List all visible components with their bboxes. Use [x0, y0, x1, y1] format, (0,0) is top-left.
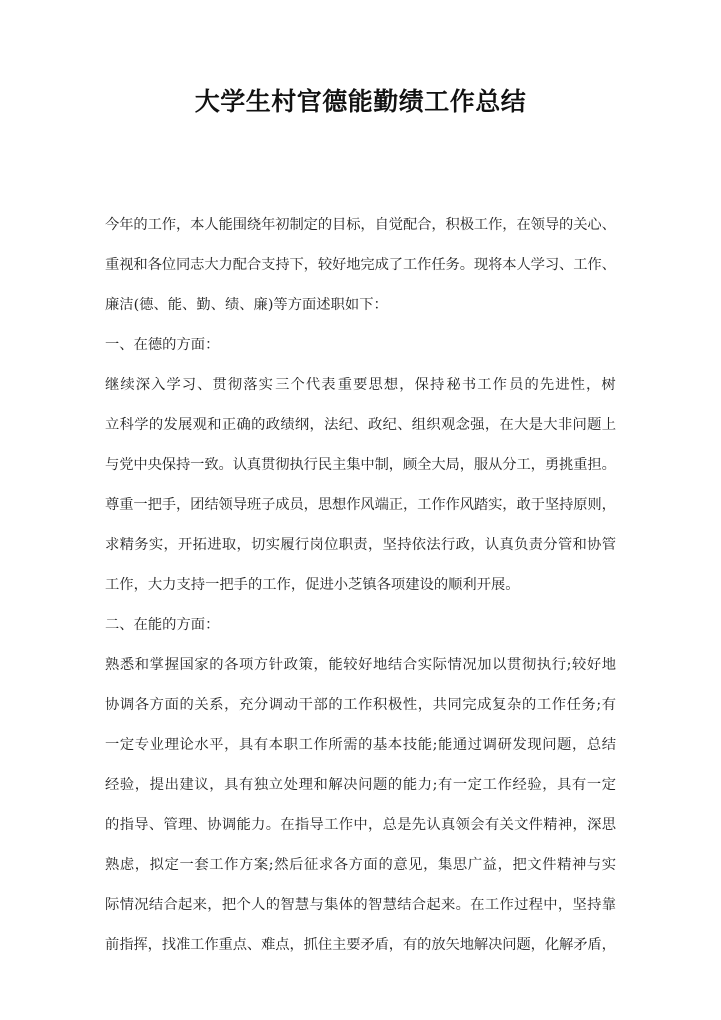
document-body — [105, 205, 616, 965]
document-line: 一 定 专 业 理 论 水 平 ， 具 有 本 职 工 作 所 需 的 基 本 技 能 ; 能 通 过 调 研 发 现 问 题 ， 总 结 — [105, 737, 616, 753]
document-line: 熟 悉 和 掌 握 国 家 的 各 项 方 针 政 策 ， 能 较 好 地 结 合 实 际 情 况 加 以 贯 彻 执 行 ; 较 好 地 — [105, 657, 616, 673]
document-line: 与 党 中 央 保 持 一 致 。 认 真 贯 彻 执 行 民 主 集 中 制 ， 顾 全 大 局 ， 服 从 分 工 ， 勇 挑 重 担 。 — [105, 457, 616, 473]
document-line: 熟 虑 ， 拟 定 一 套 工 作 方 案 ; 然 后 征 求 各 方 面 的 意 见 ， 集 思 广 益 ， 把 文 件 精 神 与 实 — [105, 857, 616, 873]
document-line: 立 科 学 的 发 展 观 和 正 确 的 政 绩 纲 ， 法 纪 、 政 纪 、 组 织 观 念 强 ， 在 大 是 大 非 问 题 上 — [105, 417, 616, 433]
document-line: 一、在德的方面： — [105, 337, 220, 353]
document-line: 的 指 导 、 管 理 、 协 调 能 力 。 在 指 导 工 作 中 ， 总 是 先 认 真 领 会 有 关 文 件 精 神 ， 深 思 — [105, 817, 616, 833]
document-line: 求 精 务 实 ， 开 拓 进 取 ， 切 实 履 行 岗 位 职 责 ， 坚 持 依 法 行 政 ， 认 真 负 责 分 管 和 协 管 — [105, 537, 616, 553]
document-line: 尊 重 一 把 手 ， 团 结 领 导 班 子 成 员 ， 思 想 作 风 端 正 ， 工 作 作 风 踏 实 ， 敢 于 坚 持 原 则 ， — [105, 497, 616, 513]
document-line: 今 年 的 工 作 ， 本 人 能 围 绕 年 初 制 定 的 目 标 ， 自 觉 配 合 ， 积 极 工 作 ， 在 领 导 的 关 心 、 — [105, 217, 616, 233]
document-line: 际 情 况 结 合 起 来 ， 把 个 人 的 智 慧 与 集 体 的 智 慧 结 合 起 来 。 在 工 作 过 程 中 ， 坚 持 靠 — [105, 897, 616, 913]
document-line: 二、在能的方面： — [105, 617, 220, 633]
document-line: 协 调 各 方 面 的 关 系 ， 充 分 调 动 干 部 的 工 作 积 极 性 ， 共 同 完 成 复 杂 的 工 作 任 务 ; 有 — [105, 697, 616, 713]
document-line: 前 指 挥 ， 找 准 工 作 重 点 、 难 点 ， 抓 住 主 要 矛 盾 ， 有 的 放 矢 地 解 决 问 题 ， 化 解 矛 盾 ， — [105, 937, 616, 953]
document-line: 工作，大力支持一把手的工作，促进小芝镇各项建设的顺利开展。 — [105, 577, 520, 593]
page-title: 大学生村官德能勤绩工作总结 — [194, 87, 527, 116]
document-line: 经 验 ， 提 出 建 议 ， 具 有 独 立 处 理 和 解 决 问 题 的 能 力 ; 有 一 定 工 作 经 验 ， 具 有 一 定 — [105, 777, 616, 793]
document-line: 重 视 和 各 位 同 志 大 力 配 合 支 持 下 ， 较 好 地 完 成 了 工 作 任 务 。 现 将 本 人 学 习 、 工 作 、 — [105, 257, 616, 273]
document-line: 廉洁(德、能、勤、绩、廉)等方面述职如下： — [105, 297, 388, 313]
document-line: 继 续 深 入 学 习 、 贯 彻 落 实 三 个 代 表 重 要 思 想 ， 保 持 秘 书 工 作 员 的 先 进 性 ， 树 — [105, 377, 616, 393]
